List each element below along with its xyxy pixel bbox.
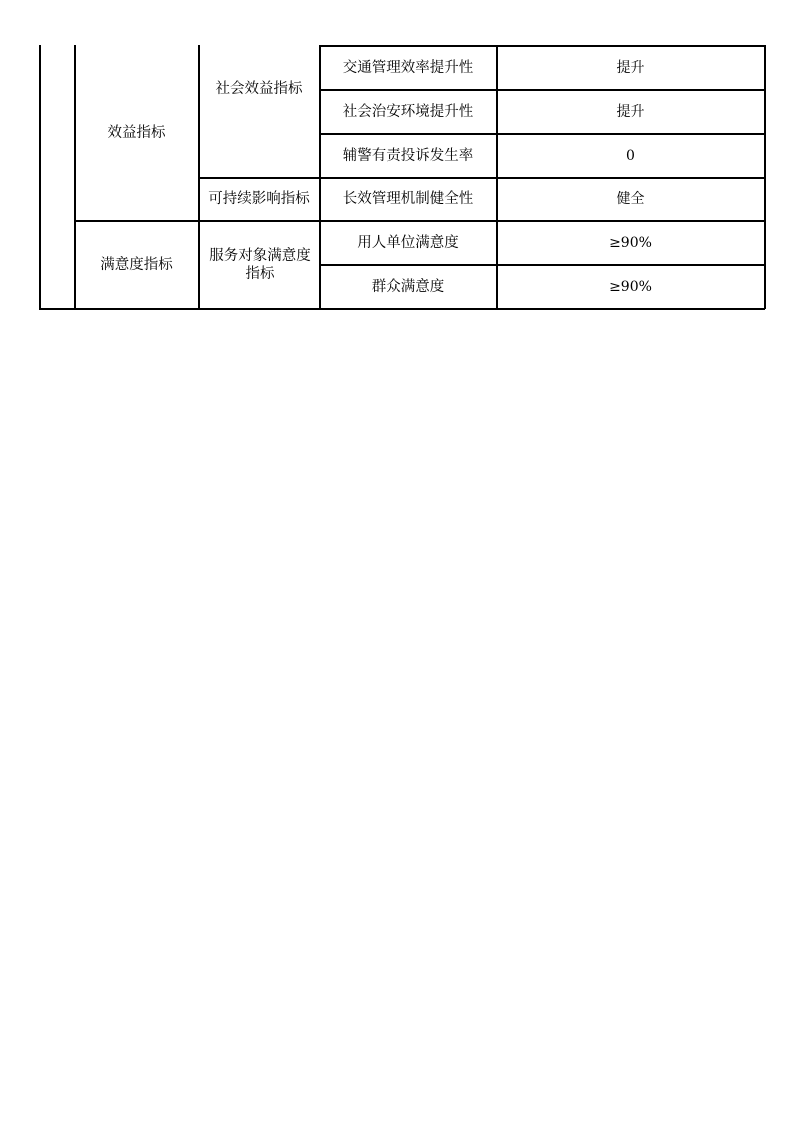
indicator-value-cell: ≥90% [609, 235, 652, 251]
indicator-name-cell: 交通管理效率提升性 [342, 59, 474, 76]
indicator-value-cell: ≥90% [609, 279, 652, 295]
level3-indicator-cell: 服务对象满意度指标 [209, 248, 311, 282]
table-rule [39, 45, 41, 309]
indicator-name-cell: 长效管理机制健全性 [342, 191, 474, 207]
indicator-value-cell: 健全 [616, 191, 645, 207]
indicator-value-cell: 0 [626, 147, 635, 164]
level3-indicator-cell: 社会效益指标 [215, 81, 303, 97]
table-rule [39, 308, 765, 310]
level2-indicator-cell: 满意度指标 [100, 257, 173, 273]
table-rule [764, 45, 766, 309]
level2-indicator-cell: 效益指标 [107, 125, 166, 141]
indicator-name-cell: 用人单位满意度 [357, 235, 459, 251]
level3-indicator-cell: 可持续影响指标 [208, 191, 310, 207]
indicator-value-cell: 提升 [616, 59, 645, 76]
indicator-name-cell: 辅警有责投诉发生率 [342, 147, 474, 164]
indicator-value-cell: 提升 [616, 103, 645, 120]
indicator-name-cell: 社会治安环境提升性 [342, 103, 474, 120]
indicator-name-cell: 群众满意度 [371, 279, 445, 295]
